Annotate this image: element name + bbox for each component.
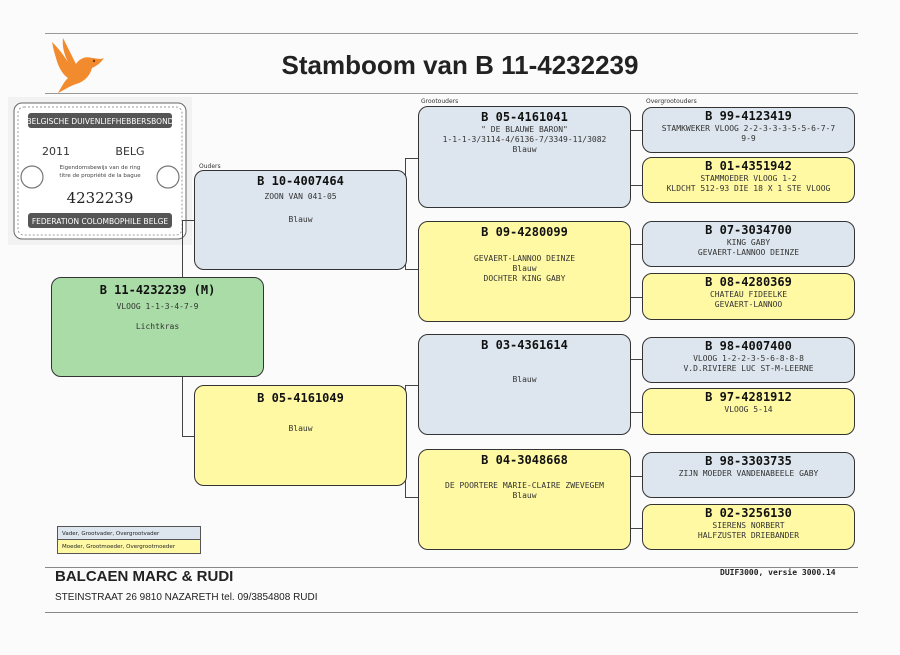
ring-number: B 03-4361614: [481, 338, 568, 352]
card-line: DOCHTER KING GABY: [483, 274, 566, 283]
pigeon-card-father[interactable]: [194, 170, 407, 270]
stamp-bottom-text: FEDERATION COLOMBOPHILE BELGE: [31, 217, 169, 226]
card-line: Blauw: [512, 491, 537, 500]
card-line: DE POORTERE MARIE-CLAIRE ZWEVEGEM: [445, 481, 604, 490]
pigeon-card-great-grandparent-7[interactable]: [642, 452, 855, 498]
card-line: Lichtkras: [135, 322, 180, 331]
pigeon-card-great-grandparent-2[interactable]: [642, 157, 855, 203]
stamp-country: BELG: [115, 145, 145, 158]
ring-certificate-image: [8, 97, 192, 245]
card-line: HALFZUSTER DRIEBANDER: [697, 531, 800, 540]
column-header-ouders: Ouders: [199, 163, 221, 170]
pigeon-card-great-grandparent-6[interactable]: [642, 388, 855, 435]
card-line: VLOOG 1-2-2-3-5-6-8-8-8: [693, 354, 804, 363]
card-line: VLOOG 5-14: [724, 405, 773, 414]
card-line: CHATEAU FIDEELKE: [709, 290, 788, 299]
card-line: Blauw: [512, 375, 537, 384]
legend-female: Moeder, Grootmoeder, Overgrootmoeder: [57, 540, 201, 554]
ring-number: B 09-4280099: [481, 225, 568, 239]
card-line: KLDCHT 512-93 DIE 18 X 1 STE VLOOG: [666, 184, 831, 193]
legend-male: Vader, Grootvader, Overgrootvader: [57, 526, 201, 540]
ring-number: B 08-4280369: [705, 275, 792, 289]
pigeon-card-great-grandparent-4[interactable]: [642, 273, 855, 320]
ring-number: B 05-4161049: [257, 391, 344, 405]
ring-number: B 98-4007400: [705, 339, 792, 353]
top-rule: [45, 33, 858, 34]
card-line: Blauw: [512, 264, 537, 273]
stamp-year: 2011: [42, 145, 70, 158]
ring-number: B 98-3303735: [705, 454, 792, 468]
stamp-caption-2: titre de propriété de la bague: [59, 173, 141, 179]
column-header-overgrootouders: Overgrootouders: [646, 98, 697, 105]
column-header-grootouders: Grootouders: [421, 98, 459, 105]
footer-rule-bottom: [45, 612, 858, 613]
card-line: ZOON VAN 041-05: [264, 192, 337, 201]
stamp-caption-1: Eigendomsbewijs van de ring: [59, 165, 141, 171]
pigeon-card-grandfather-paternal[interactable]: [418, 106, 631, 208]
pigeon-card-grandmother-paternal[interactable]: [418, 221, 631, 322]
card-line: GEVAERT-LANNOO DEINZE: [697, 248, 800, 257]
pigeon-card-great-grandparent-8[interactable]: [642, 504, 855, 550]
ring-number: B 99-4123419: [705, 109, 792, 123]
pigeon-card-subject[interactable]: [51, 277, 264, 377]
title-rule: [45, 93, 858, 94]
owner-name: BALCAEN MARC & RUDI: [55, 568, 234, 585]
card-line: Blauw: [512, 145, 537, 154]
card-line: Blauw: [288, 424, 313, 433]
pigeon-card-mother[interactable]: [194, 385, 407, 486]
owner-address: STEINSTRAAT 26 9810 NAZARETH tel. 09/3854808 RUDI: [55, 592, 318, 603]
card-line: STAMMOEDER VLOOG 1-2: [700, 174, 797, 183]
card-line: Blauw: [288, 215, 313, 224]
page-title: Stamboom van B 11-4232239: [281, 50, 639, 80]
pigeon-card-great-grandparent-5[interactable]: [642, 337, 855, 383]
ring-number: B 02-3256130: [705, 506, 792, 520]
card-line: V.D.RIVIERE LUC ST-M-LEERNE: [683, 364, 814, 373]
card-line: 9-9: [741, 134, 756, 143]
pigeon-card-great-grandparent-1[interactable]: [642, 107, 855, 153]
pigeon-card-grandmother-maternal[interactable]: [418, 449, 631, 550]
ring-number: B 10-4007464: [257, 174, 344, 188]
ring-number: B 07-3034700: [705, 223, 792, 237]
card-line: ZIJN MOEDER VANDENABEELE GABY: [678, 469, 819, 478]
card-line: KING GABY: [726, 238, 771, 247]
card-line: GEVAERT-LANNOO: [714, 300, 783, 309]
stamp-number: 4232239: [66, 189, 134, 207]
ring-number: B 04-3048668: [481, 453, 568, 467]
color-legend: [57, 526, 201, 556]
card-line: " DE BLAUWE BARON": [481, 125, 568, 134]
card-line: GEVAERT-LANNOO DEINZE: [473, 254, 576, 263]
card-line: SIERENS NORBERT: [712, 521, 785, 530]
card-line: VLOOG 1-1-3-4-7-9: [116, 302, 199, 311]
card-line: STAMKWEKER VLOOG 2-2-3-3-3-5-5-6-7-7: [661, 124, 836, 133]
card-line: 1-1-1-3/3114-4/6136-7/3349-11/3082: [442, 135, 607, 144]
software-version: DUIF3000, versie 3000.14: [720, 568, 836, 577]
ring-number: B 97-4281912: [705, 390, 792, 404]
pigeon-card-grandfather-maternal[interactable]: [418, 334, 631, 435]
pigeon-card-great-grandparent-3[interactable]: [642, 221, 855, 267]
stamp-top-text: BELGISCHE DUIVENLIEFHEBBERSBOND: [26, 117, 174, 126]
ring-number: B 05-4161041: [481, 110, 568, 124]
ring-number: B 01-4351942: [705, 159, 792, 173]
ring-number: B 11-4232239 (M): [99, 283, 216, 297]
